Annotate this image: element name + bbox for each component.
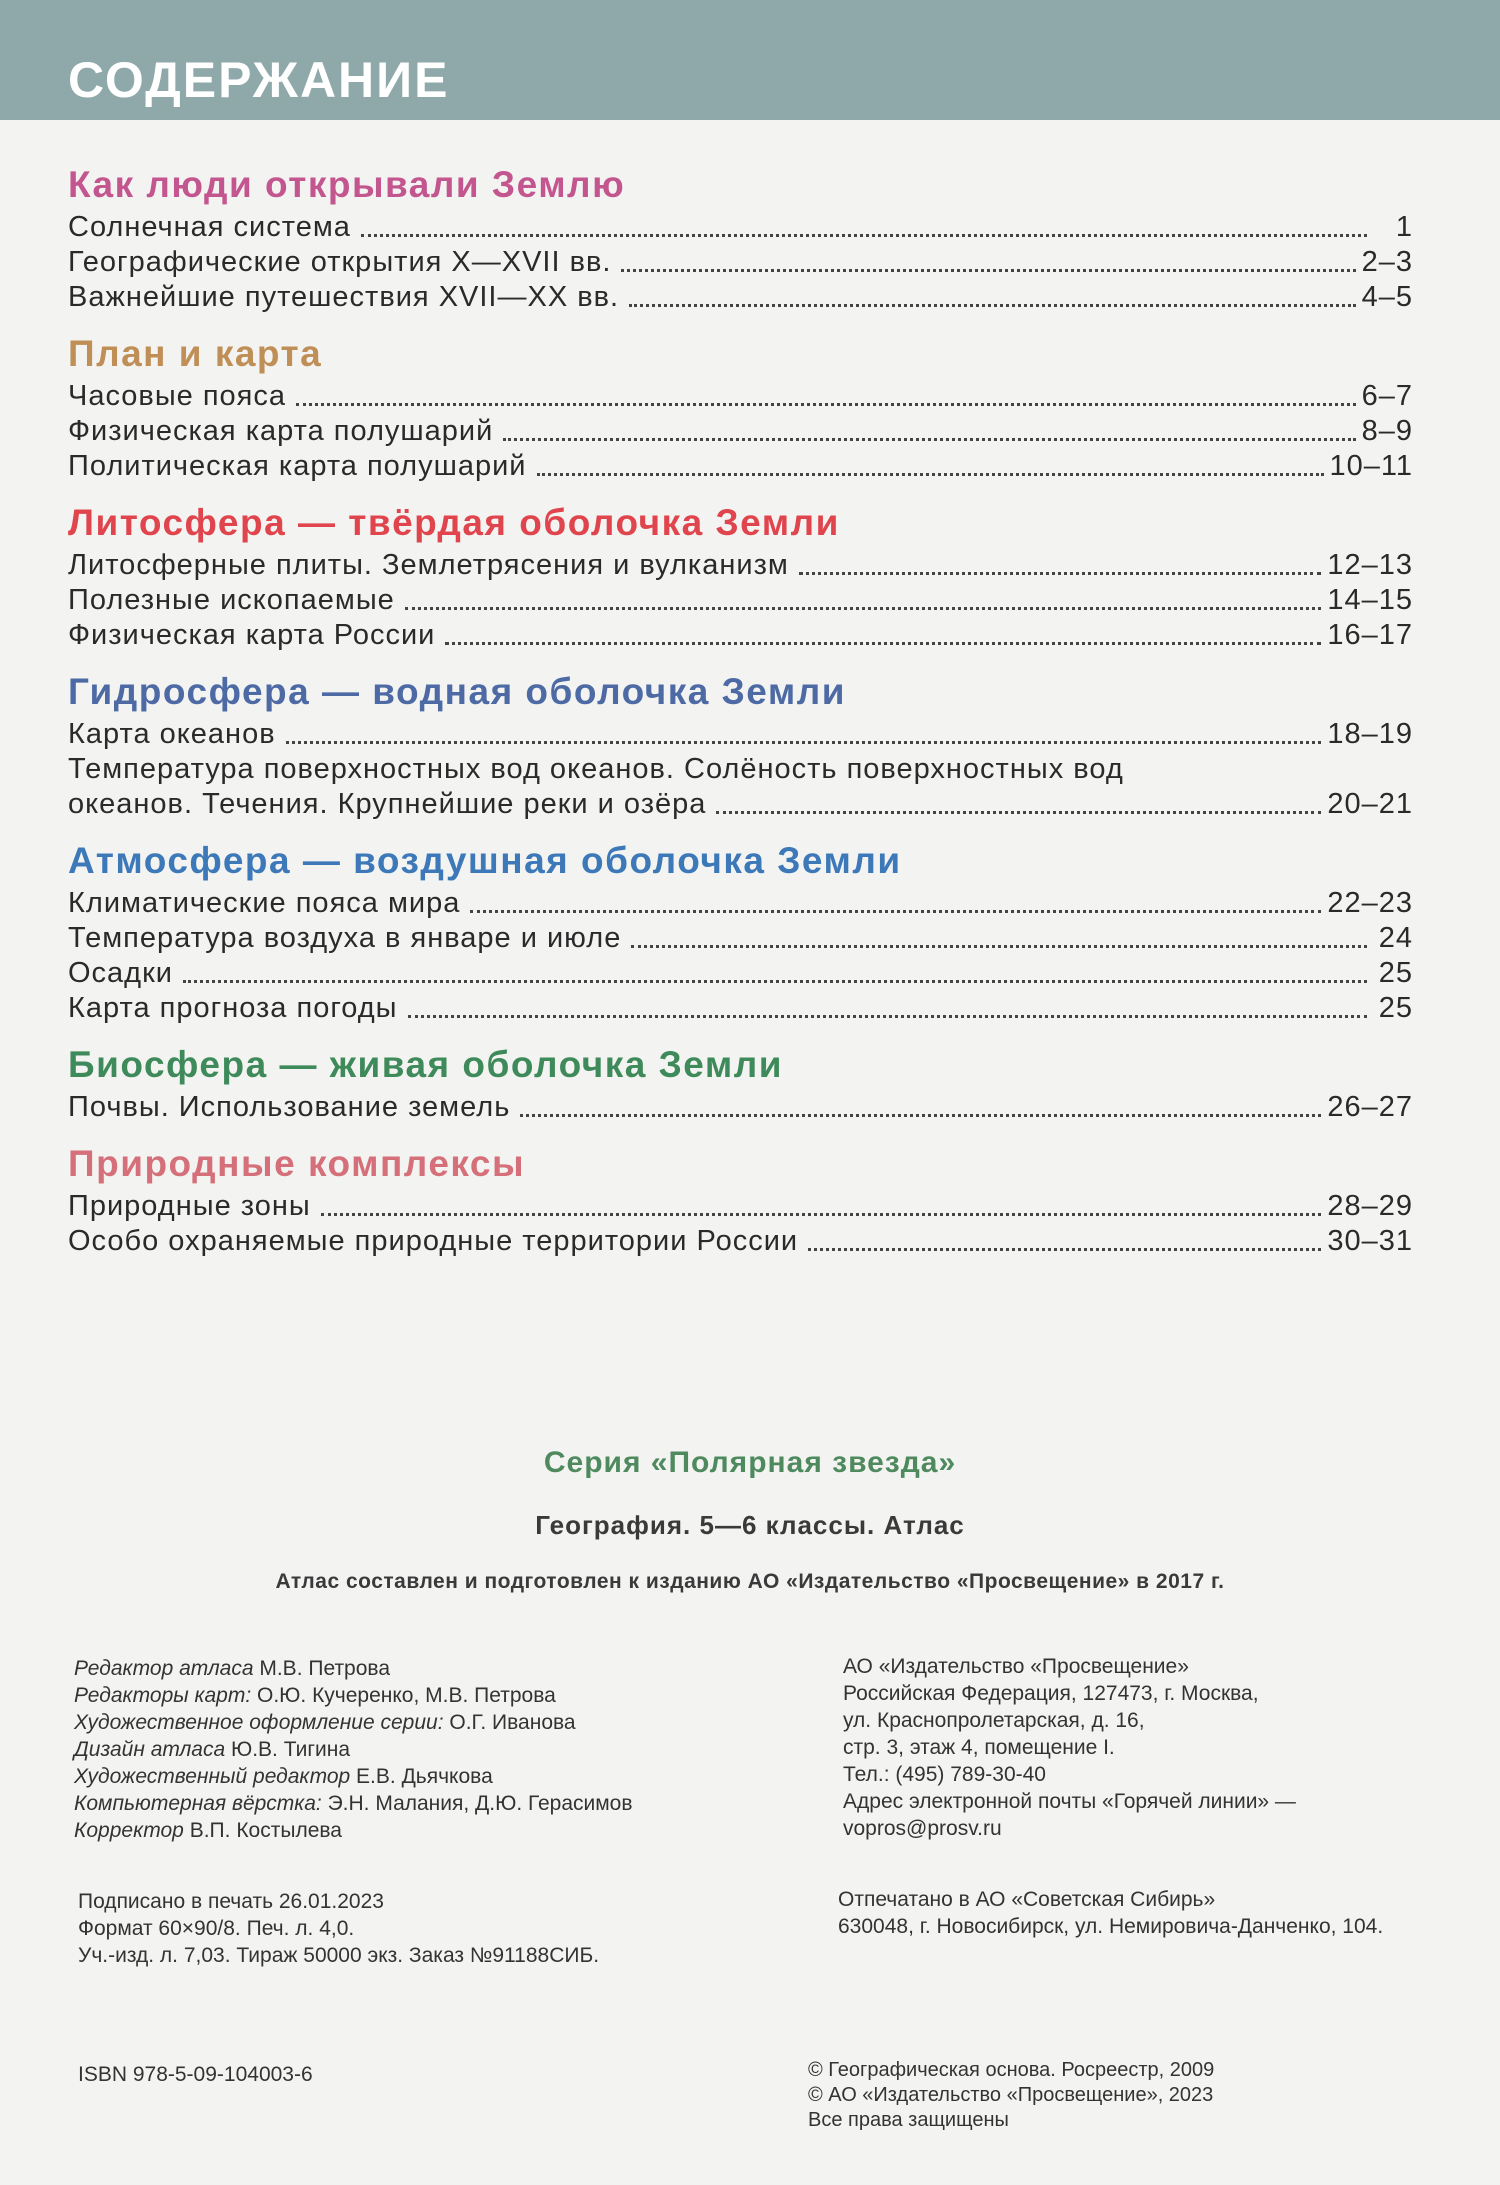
publisher-block xyxy=(843,1653,1296,1842)
entry-title: Температура воздуха в январе и июле xyxy=(68,922,622,954)
entry-title: Карта океанов xyxy=(68,718,276,750)
credit-line xyxy=(74,1817,633,1844)
entry-title: Физическая карта России xyxy=(68,619,436,651)
publisher-line: Тел.: (495) 789-30-40 xyxy=(843,1763,1046,1786)
toc-entry[interactable] xyxy=(68,717,1413,752)
toc-entry[interactable] xyxy=(68,921,1413,956)
credit-role: Редактор атласа xyxy=(74,1657,254,1680)
dot-leader xyxy=(405,606,1322,610)
toc-entry[interactable] xyxy=(68,583,1413,618)
entry-title: Климатические пояса мира xyxy=(68,887,461,919)
entry-pages: 6–7 xyxy=(1361,380,1413,412)
entry-pages: 12–13 xyxy=(1327,549,1413,581)
dot-leader xyxy=(537,472,1324,476)
toc-section xyxy=(68,329,1413,484)
credit-name: М.В. Петрова xyxy=(259,1657,391,1680)
toc-entry[interactable] xyxy=(68,991,1413,1026)
entry-pages: 24 xyxy=(1378,922,1413,954)
section-title: Атмосфера — воздушная оболочка Земли xyxy=(68,840,902,881)
publisher-line: стр. 3, этаж 4, помещение I. xyxy=(843,1736,1115,1759)
toc-entry[interactable] xyxy=(68,548,1413,583)
credit-line xyxy=(74,1790,633,1817)
toc-entry[interactable] xyxy=(68,379,1413,414)
entry-title: Почвы. Использование земель xyxy=(68,1091,511,1123)
entry-pages: 18–19 xyxy=(1327,718,1413,750)
entry-title: Солнечная система xyxy=(68,211,351,243)
credit-name: Ю.В. Тигина xyxy=(231,1738,351,1761)
entry-title: Физическая карта полушарий xyxy=(68,415,494,447)
dot-leader xyxy=(629,303,1356,307)
dot-leader xyxy=(799,571,1322,575)
entry-title: Часовые пояса xyxy=(68,380,287,412)
entry-title: Природные зоны xyxy=(68,1190,311,1222)
entry-pages: 1 xyxy=(1395,211,1413,243)
compiled-note: Атлас составлен и подготовлен к изданию АО «Издательство «Просвещение» в 2017 г. xyxy=(275,1570,1225,1593)
entry-title: Особо охраняемые природные территории России xyxy=(68,1225,799,1257)
copyright-line: Все права защищены xyxy=(808,2109,1009,2131)
credits-block xyxy=(74,1655,633,1844)
dot-leader xyxy=(631,944,1367,948)
credit-role: Редакторы карт: xyxy=(74,1684,252,1707)
entry-pages: 8–9 xyxy=(1361,415,1413,447)
toc-section xyxy=(68,667,1413,822)
section-title: Как люди открывали Землю xyxy=(68,164,626,205)
dot-leader xyxy=(503,437,1355,441)
dot-leader xyxy=(470,909,1321,913)
series-title: Серия «Полярная звезда» xyxy=(543,1446,957,1479)
entry-title: Важнейшие путешествия XVII—XX вв. xyxy=(68,281,620,313)
credit-role: Корректор xyxy=(74,1819,184,1842)
printer-line: 630048, г. Новосибирск, ул. Немировича-Данченко, 104. xyxy=(838,1915,1384,1938)
toc-section xyxy=(68,1040,1413,1125)
entry-pages: 30–31 xyxy=(1327,1225,1413,1257)
publisher-email: vopros@prosv.ru xyxy=(843,1817,1002,1840)
toc-section xyxy=(68,498,1413,653)
toc-entry[interactable] xyxy=(68,245,1413,280)
credit-role: Компьютерная вёрстка: xyxy=(74,1792,322,1815)
publisher-line: Российская Федерация, 127473, г. Москва, xyxy=(843,1682,1259,1705)
toc-entry[interactable] xyxy=(68,210,1413,245)
book-title: География. 5—6 классы. Атлас xyxy=(535,1510,965,1540)
dot-leader xyxy=(296,402,1356,406)
dot-leader xyxy=(445,641,1321,645)
publisher-line: АО «Издательство «Просвещение» xyxy=(843,1655,1189,1678)
isbn: ISBN 978-5-09-104003-6 xyxy=(78,2063,313,2086)
dot-leader xyxy=(716,810,1321,814)
entry-title: океанов. Течения. Крупнейшие реки и озёра xyxy=(68,788,707,820)
credit-role: Художественный редактор xyxy=(74,1765,351,1788)
printer-block xyxy=(838,1886,1383,1940)
entry-title-line1: Температура поверхностных вод океанов. Солёность поверхностных вод xyxy=(68,753,1124,785)
entry-pages: 4–5 xyxy=(1361,281,1413,313)
publisher-line: ул. Краснопролетарская, д. 16, xyxy=(843,1709,1145,1732)
table-of-contents xyxy=(68,160,1413,1273)
publisher-line: Адрес электронной почты «Горячей линии» — xyxy=(843,1790,1296,1813)
toc-entry[interactable] xyxy=(68,752,1413,822)
dot-leader xyxy=(621,268,1355,272)
section-title: Гидросфера — водная оболочка Земли xyxy=(68,671,847,712)
toc-entry[interactable] xyxy=(68,1189,1413,1224)
credit-line xyxy=(74,1763,633,1790)
section-title: Биосфера — живая оболочка Земли xyxy=(68,1044,783,1085)
credit-line xyxy=(74,1709,633,1736)
entry-pages: 22–23 xyxy=(1327,887,1413,919)
copyright-block xyxy=(808,2058,1214,2133)
entry-title: Литосферные плиты. Землетрясения и вулканизм xyxy=(68,549,789,581)
entry-pages: 2–3 xyxy=(1361,246,1413,278)
credit-line xyxy=(74,1736,633,1763)
toc-section xyxy=(68,836,1413,1026)
dot-leader xyxy=(321,1212,1322,1216)
toc-section xyxy=(68,160,1413,315)
copyright-line: © Географическая основа. Росреестр, 2009 xyxy=(808,2059,1215,2081)
entry-title: Политическая карта полушарий xyxy=(68,450,527,482)
section-title: Литосфера — твёрдая оболочка Земли xyxy=(68,502,840,543)
print-details xyxy=(78,1888,599,1969)
entry-pages: 26–27 xyxy=(1327,1091,1413,1123)
page-title: СОДЕРЖАНИЕ xyxy=(68,52,450,108)
entry-pages: 16–17 xyxy=(1327,619,1413,651)
credit-line xyxy=(74,1682,633,1709)
credit-name: Э.Н. Малания, Д.Ю. Герасимов xyxy=(327,1792,633,1815)
section-title: Природные комплексы xyxy=(68,1143,526,1184)
credit-line xyxy=(74,1655,633,1682)
entry-title: Карта прогноза погоды xyxy=(68,992,398,1024)
entry-title: Географические открытия X—XVII вв. xyxy=(68,246,612,278)
dot-leader xyxy=(361,233,1367,237)
credit-name: О.Г. Иванова xyxy=(449,1711,576,1734)
credit-name: О.Ю. Кучеренко, М.В. Петрова xyxy=(257,1684,556,1707)
toc-entry[interactable] xyxy=(68,449,1413,484)
toc-entry[interactable] xyxy=(68,956,1413,991)
toc-entry[interactable] xyxy=(68,886,1413,921)
dot-leader xyxy=(520,1113,1321,1117)
credit-name: В.П. Костылева xyxy=(189,1819,342,1842)
toc-entry[interactable] xyxy=(68,1090,1413,1125)
credit-role: Художественное оформление серии: xyxy=(74,1711,444,1734)
entry-title: Осадки xyxy=(68,957,173,989)
entry-pages: 14–15 xyxy=(1327,584,1413,616)
print-line: Подписано в печать 26.01.2023 xyxy=(78,1890,384,1913)
dot-leader xyxy=(808,1247,1321,1251)
dot-leader xyxy=(286,740,1322,744)
credit-name: Е.В. Дьячкова xyxy=(356,1765,493,1788)
entry-pages: 20–21 xyxy=(1327,788,1413,820)
print-line: Уч.-изд. л. 7,03. Тираж 50000 экз. Заказ №91188СИБ. xyxy=(78,1944,600,1967)
toc-entry[interactable] xyxy=(68,280,1413,315)
toc-entry[interactable] xyxy=(68,1224,1413,1259)
printer-line: Отпечатано в АО «Советская Сибирь» xyxy=(838,1888,1216,1911)
entry-pages: 10–11 xyxy=(1329,450,1413,482)
entry-pages: 25 xyxy=(1378,992,1413,1024)
entry-pages: 25 xyxy=(1378,957,1413,989)
entry-pages: 28–29 xyxy=(1327,1190,1413,1222)
dot-leader xyxy=(183,979,1367,983)
toc-entry[interactable] xyxy=(68,414,1413,449)
header-bar xyxy=(0,0,1500,120)
credit-role: Дизайн атласа xyxy=(74,1738,226,1761)
print-line: Формат 60×90/8. Печ. л. 4,0. xyxy=(78,1917,355,1940)
entry-title: Полезные ископаемые xyxy=(68,584,395,616)
toc-section xyxy=(68,1139,1413,1259)
copyright-line: © АО «Издательство «Просвещение», 2023 xyxy=(808,2084,1214,2106)
toc-entry[interactable] xyxy=(68,618,1413,653)
section-title: План и карта xyxy=(68,333,323,374)
dot-leader xyxy=(408,1014,1367,1018)
